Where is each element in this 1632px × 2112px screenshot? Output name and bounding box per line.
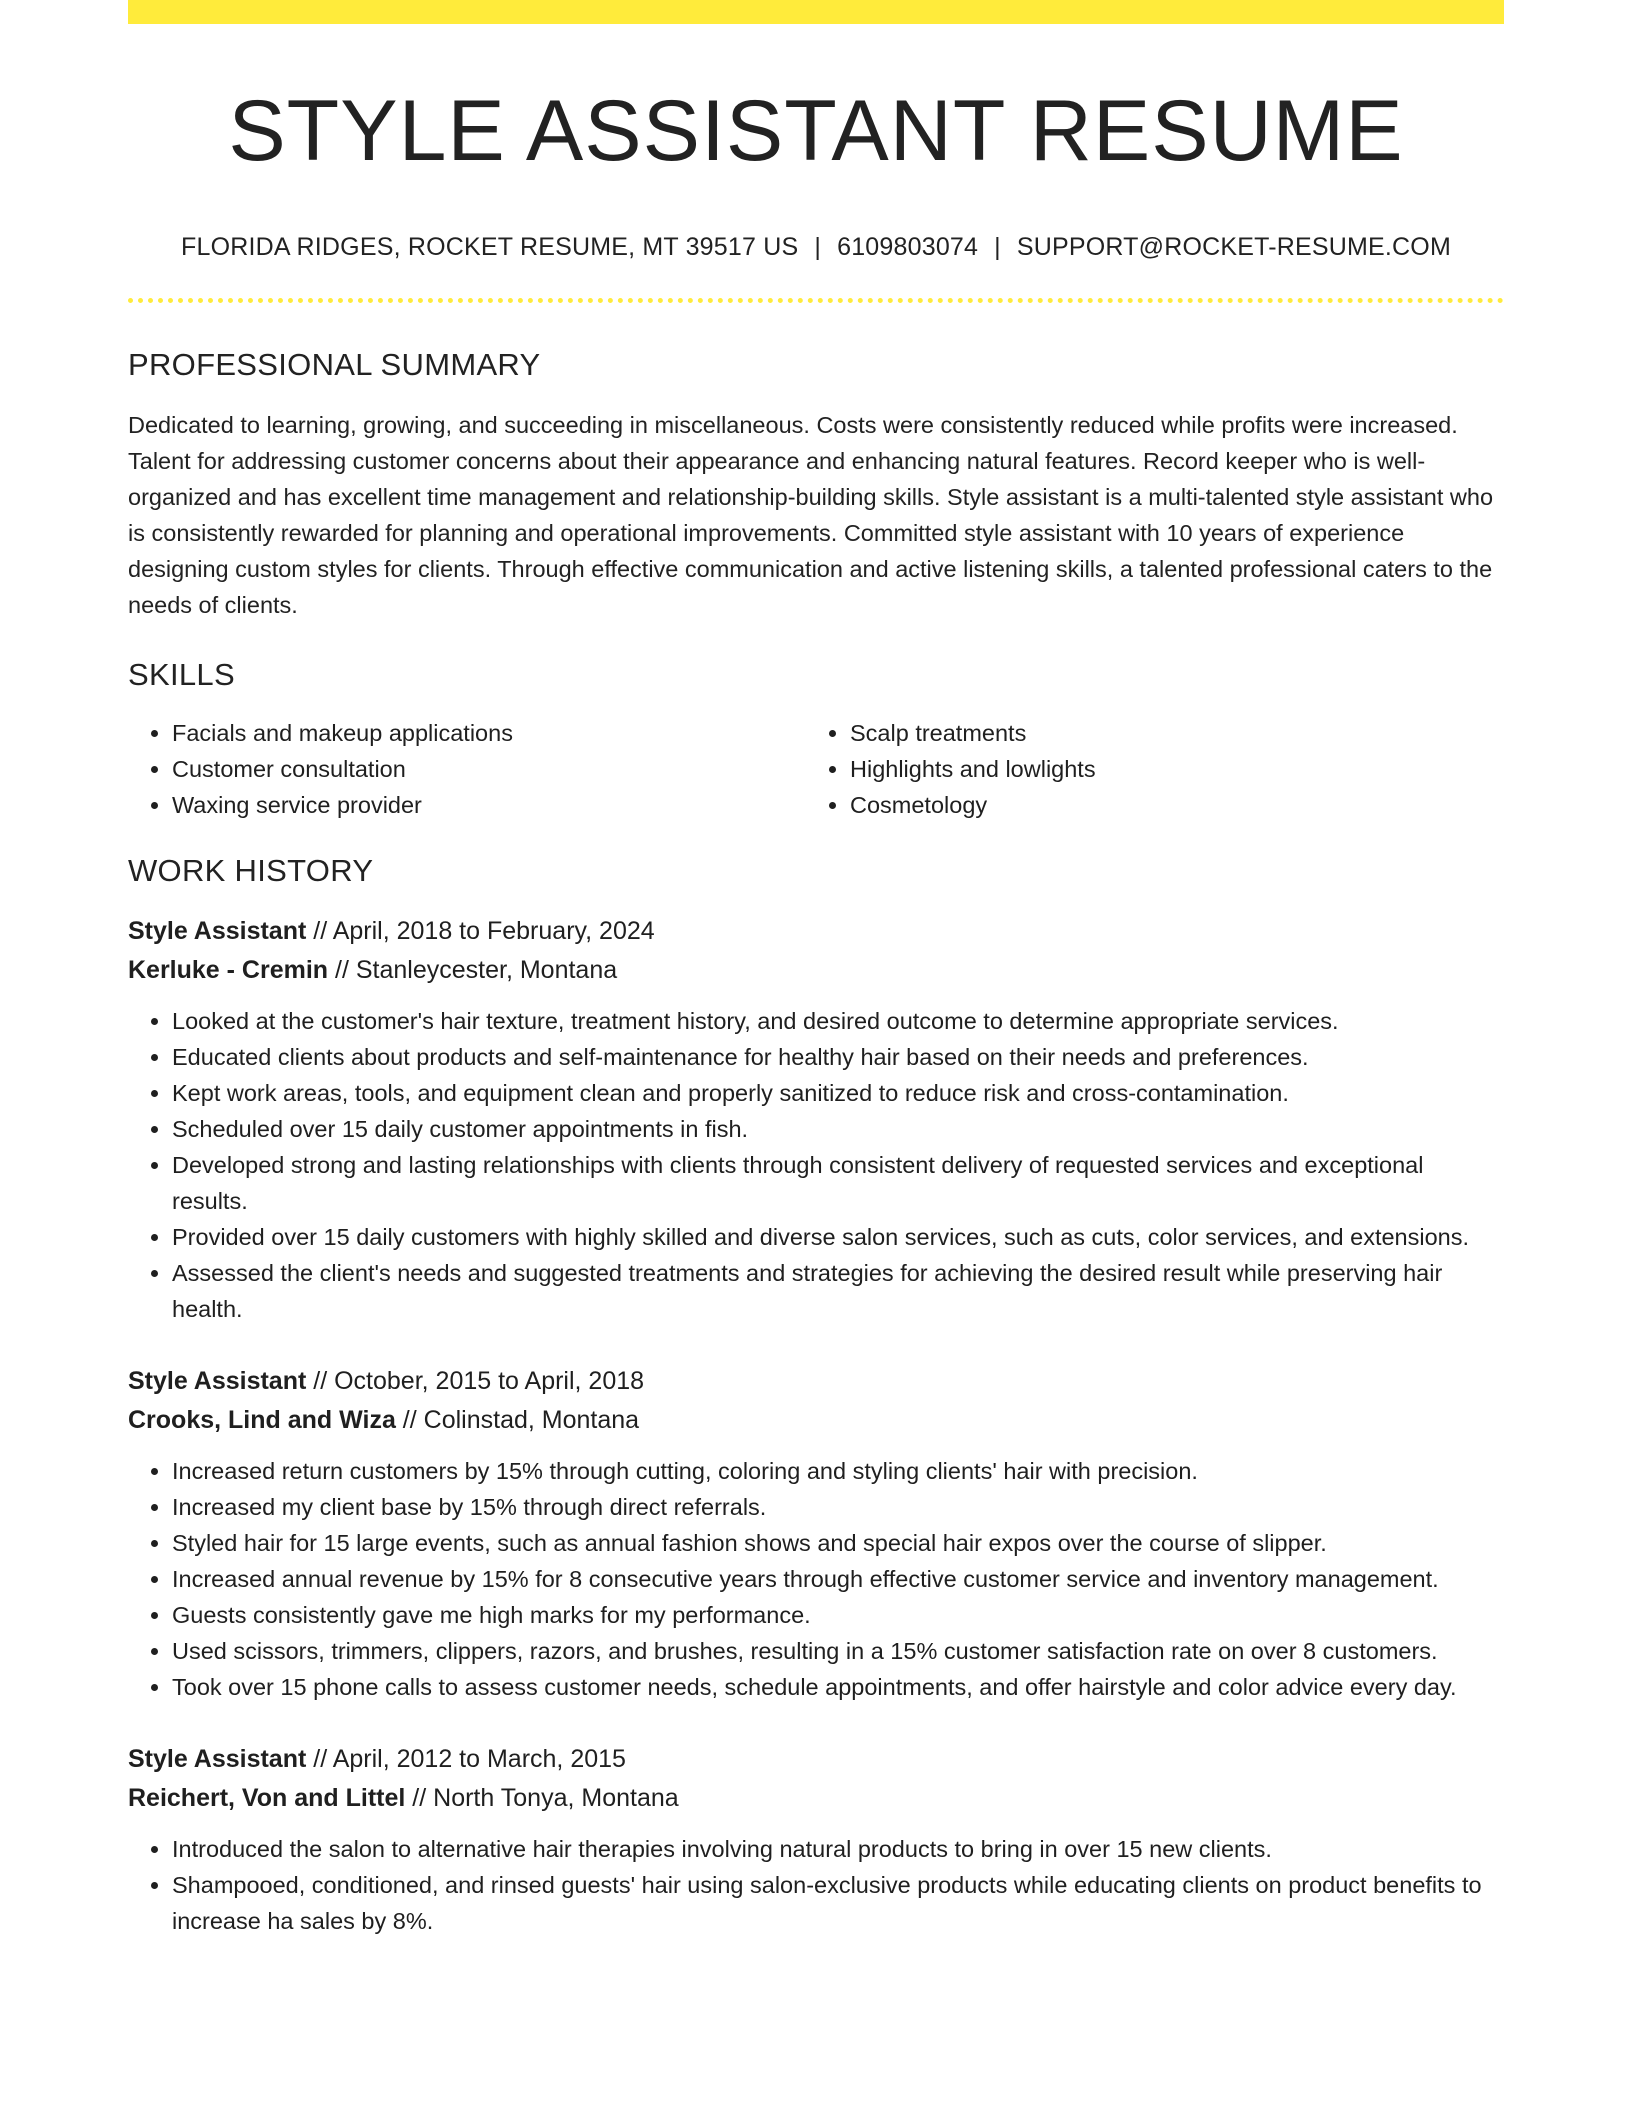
job-title-line [128, 1739, 1504, 1779]
job-entry [128, 1739, 1504, 1939]
summary-text: Dedicated to learning, growing, and succeeding in miscellaneous. Costs were consistently reduced while profits were increased. Talent for addressing customer concerns about their appearance and enhancing natural features. Record keeper who is well-organized and has excellent time management and relationship-building skills. Style assistant is a multi-talented style assistant who is consistently rewarded for planning and operational improvements. Committed style assistant with 10 years of experience designing custom styles for clients. Through effective communication and active listening skills, a talented professional caters to the needs of clients. [128, 411, 1494, 618]
work-history-heading: WORK HISTORY [128, 852, 374, 888]
job-separator: // [395, 1405, 424, 1434]
dotted-divider [128, 298, 1504, 303]
job-location: North Tonya, Montana [433, 1783, 679, 1812]
job-bullet: • Educated clients about products and self-maintenance for healthy hair based on their needs and preferences. [172, 1039, 1504, 1075]
skill-item: • Waxing service provider [172, 787, 806, 823]
job-title-line [128, 911, 1504, 951]
skill-item: • Customer consultation [172, 751, 806, 787]
job-bullet: • Styled hair for 15 large events, such as annual fashion shows and special hair expos over the course of slipper. [172, 1525, 1504, 1561]
skill-item: • Facials and makeup applications [172, 715, 806, 751]
job-dates: April, 2012 to March, 2015 [332, 1744, 626, 1773]
job-bullet: • Increased my client base by 15% through direct referrals. [172, 1489, 1504, 1525]
job-location: Stanleycester, Montana [355, 955, 618, 984]
job-separator: // [306, 916, 333, 945]
accent-bar [128, 0, 1504, 24]
skill-item: • Cosmetology [850, 787, 1484, 823]
job-bullet: • Developed strong and lasting relationships with clients through consistent delivery of requested services and exceptional results. [172, 1147, 1504, 1219]
job-entry [128, 911, 1504, 1327]
job-dates: April, 2018 to February, 2024 [332, 916, 655, 945]
job-separator: // [306, 1366, 335, 1395]
contact-address: FLORIDA RIDGES, ROCKET RESUME, MT 39517 US [181, 232, 799, 261]
job-bullet: • Used scissors, trimmers, clippers, razors, and brushes, resulting in a 15% customer satisfaction rate on over 8 customers. [172, 1633, 1504, 1669]
job-bullet: • Kept work areas, tools, and equipment clean and properly sanitized to reduce risk and cross-contamination. [172, 1075, 1504, 1111]
job-bullet: • Introduced the salon to alternative hair therapies involving natural products to bring in over 15 new clients. [172, 1831, 1504, 1867]
job-role: Style Assistant [128, 916, 307, 945]
skills-column-right [806, 715, 1484, 823]
contact-separator: | [814, 232, 822, 261]
job-entry [128, 1361, 1504, 1705]
job-bullet: • Increased annual revenue by 15% for 8 consecutive years through effective customer service and inventory management. [172, 1561, 1504, 1597]
job-bullet: • Assessed the client's needs and suggested treatments and strategies for achieving the desired result while preserving hair health. [172, 1255, 1504, 1327]
skill-item: • Highlights and lowlights [850, 751, 1484, 787]
contact-phone: 6109803074 [837, 232, 979, 261]
job-bullet: • Guests consistently gave me high marks for my performance. [172, 1597, 1504, 1633]
job-company: Kerluke - Cremin [128, 955, 329, 984]
job-location: Colinstad, Montana [423, 1405, 640, 1434]
job-separator: // [405, 1783, 434, 1812]
skills-heading: SKILLS [128, 656, 235, 692]
job-role: Style Assistant [128, 1366, 307, 1395]
job-company: Reichert, Von and Littel [128, 1783, 406, 1812]
job-bullets [128, 1453, 1504, 1705]
contact-separator: | [994, 232, 1001, 261]
job-company: Crooks, Lind and Wiza [128, 1405, 396, 1434]
job-company-line [128, 951, 1504, 989]
job-bullet: • Took over 15 phone calls to assess customer needs, schedule appointments, and offer hairstyle and color advice every day. [172, 1669, 1504, 1705]
job-role: Style Assistant [128, 1744, 307, 1773]
job-company-line [128, 1401, 1504, 1439]
job-title-line [128, 1361, 1504, 1401]
contact-email: SUPPORT@ROCKET-RESUME.COM [1016, 232, 1451, 261]
job-separator: // [328, 955, 356, 984]
job-bullet: • Increased return customers by 15% through cutting, coloring and styling clients' hair with precision. [172, 1453, 1504, 1489]
summary-heading: PROFESSIONAL SUMMARY [128, 346, 541, 382]
skills-column-left [128, 715, 806, 823]
job-bullet: • Scheduled over 15 daily customer appointments in fish. [172, 1111, 1504, 1147]
skill-item: • Scalp treatments [850, 715, 1484, 751]
job-separator: // [306, 1744, 333, 1773]
job-bullet: • Shampooed, conditioned, and rinsed guests' hair using salon-exclusive products while educating clients on product benefits to increase ha sales by 8%. [172, 1867, 1504, 1939]
skills-list [128, 715, 1504, 823]
job-bullets [128, 1003, 1504, 1327]
resume-title: STYLE ASSISTANT RESUME [228, 83, 1404, 179]
job-company-line [128, 1779, 1504, 1817]
job-bullet: • Looked at the customer's hair texture, treatment history, and desired outcome to determine appropriate services. [172, 1003, 1504, 1039]
job-bullet: • Provided over 15 daily customers with highly skilled and diverse salon services, such as cuts, color services, and extensions. [172, 1219, 1504, 1255]
job-bullets [128, 1831, 1504, 1939]
contact-line [128, 233, 1504, 262]
resume-page [128, 0, 1504, 1939]
job-dates: October, 2015 to April, 2018 [334, 1366, 645, 1395]
